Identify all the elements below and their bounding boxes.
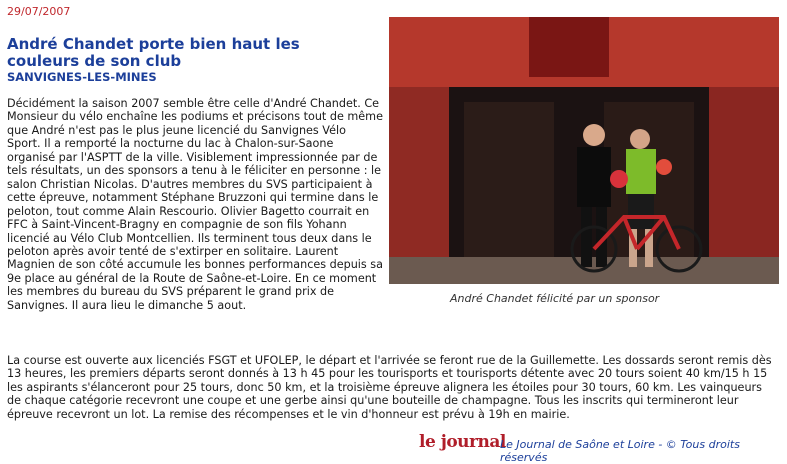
article-full-width-text — [7, 354, 777, 421]
article-column-text: Décidément la saison 2007 semble être celle d'André Chandet. Ce Monsieur du vélo enchaîne les podiums et précisons tout de même que André n'est pas le plus jeune licencié du Sanvignes Vélo Sport. Il a remporté la nocturne du lac à Chalon-sur-Saone organisé par l'ASPTT de la ville. Visiblement impressionnée par de tels résultats, un des sponsors a tenu à le féliciter en personne : le salon Christian Nicolas. D'autres membres du SVS participaient à cette épreuve, notamment Stéphane Bruzzoni qui termine dans le peloton, tout comme Alain Rescourio. Olivier Bagetto courrait en FFC à Saint-Vincent-Bragny en compagnie de son fils Yohann licencié au Vélo Club Montcellien. Ils terminent tous deux dans le peloton après avoir tenté de s'extirper en solitaire. Laurent Magnien de son côté accumule les bonnes performances depuis sa 9e place au général de la Route de Saône-et-Loire. En ce moment les membres du bureau du SVS préparent le grand prix de Sanvignes. Il aura lieu le dimanche 5 aout. — [7, 97, 383, 312]
photo-caption: André Chandet félicité par un sponsor — [450, 292, 660, 305]
article-headline: André Chandet porte bien haut les couleurs de son club — [7, 35, 300, 70]
newspaper-logo: le journal — [419, 432, 506, 452]
article-photo — [389, 17, 779, 284]
copyright-credit: Le Journal de Saône et Loire - © Tous droits réservés — [500, 438, 740, 464]
article-date: 29/07/2007 — [7, 5, 71, 18]
article-location: SANVIGNES-LES-MINES — [7, 70, 157, 84]
full-width-paragraph: La course est ouverte aux licenciés FSGT et UFOLEP, le départ et l'arrivée se feront rue de la Guillemette. Les dossards seront remis dès 13 heures, les premiers départs seront donnés à 13 h 45 pour les tourisports et tourisports détente avec 20 tours soient 40 km/15 h 15 les aspirants s'élanceront pour 25 tours, donc 50 km, et la troisième épreuve alignera les étoiles pour 30 tours, 60 km. Les vainqueurs de chaque catégorie recevront une coupe et une gerbe ainsi qu'une bouteille de champagne. Tous les inscrits qui termineront leur épreuve recevront un lot. La remise des récompenses et le vin d'honneur est prévu à 19h en mairie. — [7, 354, 772, 421]
photo-illustration — [389, 17, 779, 284]
